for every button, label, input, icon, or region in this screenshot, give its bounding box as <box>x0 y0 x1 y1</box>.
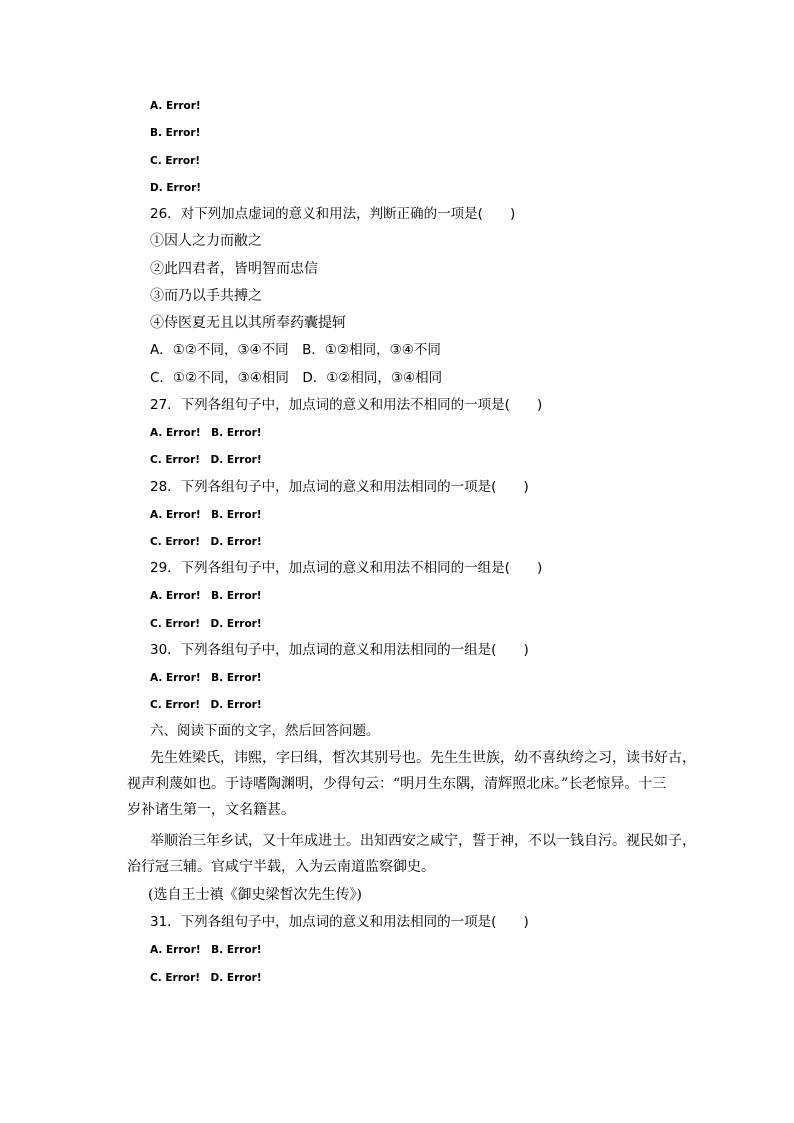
q30-stem: 30．下列各组句子中，加点词的意义和用法相同的一组是( ) <box>150 642 529 658</box>
q26-item-3: ③而乃以手共搏之 <box>150 288 262 304</box>
q30-options-ab: A. Error! B. Error! <box>150 672 262 684</box>
q29-options-ab: A. Error! B. Error! <box>150 590 262 602</box>
q31-stem: 31．下列各组句子中，加点词的意义和用法相同的一项是( ) <box>150 914 529 930</box>
passage-p2-line2: 治行冠三辅。官咸宁半载，入为云南道监察御史。 <box>127 859 435 875</box>
passage-paragraph-1 <box>127 745 696 823</box>
q27-options-ab: A. Error! B. Error! <box>150 427 262 439</box>
q25-option-d: D. Error! <box>150 182 202 194</box>
q28-options-ab: A. Error! B. Error! <box>150 509 262 521</box>
q26-item-1: ①因人之力而敝之 <box>150 233 262 249</box>
passage-p1-line2: 视声利蔑如也。于诗嗜陶渊明，少得句云：“明月生东隅，清辉照北床。”长老惊异。十三 <box>127 776 667 792</box>
q30-options-cd: C. Error! D. Error! <box>150 699 262 711</box>
q26-item-2: ②此四君者，皆明智而忠信 <box>150 261 318 277</box>
q31-options-cd: C. Error! D. Error! <box>150 972 262 984</box>
passage-p2-line1: 举顺治三年乡试，又十年成进士。出知西安之咸宁，誓于神，不以一钱自污。视民如子， <box>150 833 696 849</box>
section6-heading: 六、阅读下面的文字，然后回答问题。 <box>150 723 380 739</box>
passage-p1-line1: 先生姓梁氏，讳熙，字曰缉，皙次其别号也。先生生世族，幼不喜纨绔之习，读书好古， <box>150 750 696 766</box>
q25-option-b: B. Error! <box>150 127 201 139</box>
q26-options-ab: A．①②不同，③④不同 B．①②相同，③④不同 <box>150 342 441 358</box>
q28-options-cd: C. Error! D. Error! <box>150 536 262 548</box>
q29-options-cd: C. Error! D. Error! <box>150 618 262 630</box>
passage-source: (选自王士禛《御史梁皙次先生传》) <box>148 887 362 903</box>
q26-stem: 26．对下列加点虚词的意义和用法，判断正确的一项是( ) <box>150 206 516 222</box>
q29-stem: 29．下列各组句子中，加点词的意义和用法不相同的一组是( ) <box>150 560 543 576</box>
passage-paragraph-2 <box>127 828 696 880</box>
q25-option-a: A. Error! <box>150 100 201 112</box>
q28-stem: 28．下列各组句子中，加点词的意义和用法相同的一项是( ) <box>150 479 529 495</box>
q27-options-cd: C. Error! D. Error! <box>150 454 262 466</box>
q25-option-c: C. Error! <box>150 155 201 167</box>
q26-item-4: ④侍医夏无且以其所奉药囊提轲 <box>150 315 346 331</box>
q26-options-cd: C．①②不同，③④相同 D．①②相同，③④相同 <box>150 370 443 386</box>
q27-stem: 27．下列各组句子中，加点词的意义和用法不相同的一项是( ) <box>150 397 543 413</box>
passage-p1-line3: 岁补诸生第一，文名籍甚。 <box>127 802 295 818</box>
q31-options-ab: A. Error! B. Error! <box>150 944 262 956</box>
